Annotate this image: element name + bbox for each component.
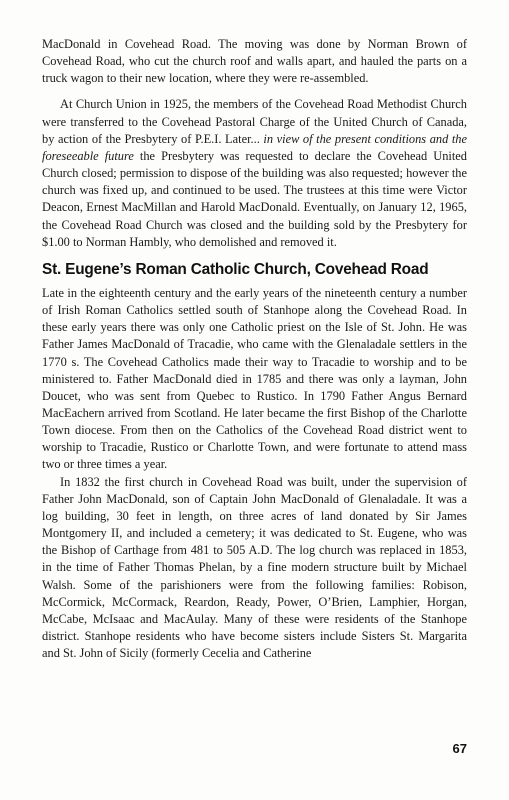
church-union-italic-quote: in view of the present conditions and the foreseeable future xyxy=(42,131,468,163)
text-column xyxy=(42,36,467,662)
page-number: 67 xyxy=(452,741,467,756)
paragraph-irish-settlers: Late in the eighteenth century and the early years of the nineteenth century a number of Irish Roman Catholics settled south of Stanhope along the Covehead Road. In these early years there was only one Catholic priest on the Isle of St. John. He was Father James MacDonald of Tracadie, who came with the Glenaladale settlers in the 1770 s. The Covehead Catholics made their way to Tracadie to worship and to be ministered to. Father MacDonald died in 1785 and there was only a layman, John Doucet, who was sent from Quebec to Rustico. In 1790 Father Angus Bernard MacEachern arrived from Scotland. He later became the first Bishop of the Charlotte Town diocese. From then on the Catholics of the Covehead Road district went to worship to Tracadie, Rustico or Charlotte Town, and were fortunate to attend mass two or three times a year. xyxy=(42,285,467,472)
church-union-text-start: At Church Union in 1925, the members of the Covehead Road Methodist Church were transferred to the Covehead Pastoral Charge of the United Church of Canada, by action of the Presbytery of P.E.I. Later... xyxy=(42,97,467,146)
paragraph-first-church: In 1832 the first church in Covehead Road was built, under the supervision of Father John MacDonald, son of Captain John MacDonald of Glenaladale. It was a log building, 30 feet in length, on three acres of land donated by Sir James Montgomery II, and included a cemetery; it was dedicated to St. Eugene, who was the Bishop of Carthage from 481 to 505 A.D. The log church was replaced in 1853, in the time of Father Thomas Phelan, by a fine modern structure built by Michael Walsh. Some of the parishioners were from the following families: Robison, McCormick, McCormack, Reardon, Ready, Power, O’Brien, Lamphier, Horgan, McCabe, McIsaac and MacAulay. Many of these were residents of the Stanhope district. Stanhope residents who have become sisters include Sisters St. Margarita and St. John of Sicily (formerly Cecelia and Catherine xyxy=(42,474,467,661)
section-heading: St. Eugene’s Roman Catholic Church, Covehead Road xyxy=(42,260,429,278)
paragraph-continuation: MacDonald in Covehead Road. The moving was done by Norman Brown of Covehead Road, who cut the church roof and walls apart, and hauled the parts on a truck wagon to their new location, where they were re-assembled. xyxy=(42,37,467,86)
church-union-text-end: the Presbytery was requested to declare the Covehead United Church closed; permission to dispose of the building was also requested; however the church was fixed up, and continued to be used. The trustees at this time were Victor Deacon, Ernest MacMillan and Harold MacDonald. Eventually, on January 12, 1965, the Covehead Road Church was closed and the building sold by the Presbytery for $1.00 to Norman Hambly, who demolished and removed it. xyxy=(42,148,467,249)
paragraph-church-union xyxy=(42,96,467,250)
paragraph-spacer xyxy=(42,87,467,96)
